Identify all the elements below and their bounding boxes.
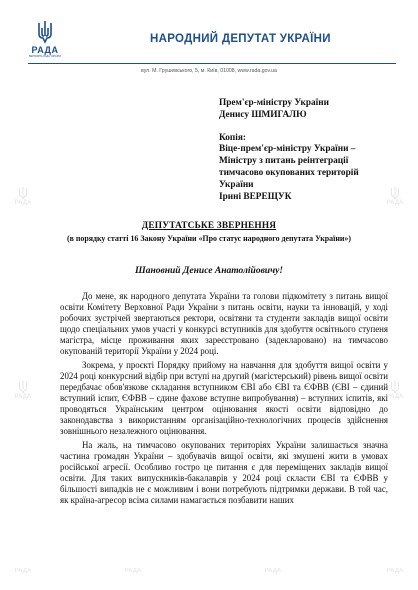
watermark: РАДА	[14, 568, 32, 574]
addressee-block	[219, 98, 399, 203]
copy-line: Міністру з питань реінтеграції	[219, 156, 349, 167]
trident-icon	[37, 20, 53, 44]
copy-line: Віце-прем'єр-міністру України –	[219, 144, 356, 155]
trident-icon	[390, 380, 400, 394]
header-address: вул. М. Грушевського, 5, м. Київ, 01008, www.rada.gov.ua	[141, 68, 277, 74]
logo-text: РАДА	[31, 45, 59, 55]
body-paragraph: До мене, як народного депутата України та голови підкомітету з питань вищої освіти Комітету Верховної Ради України з питань освіти, науки та інновацій, у ході робочих зустрічей звертаються ректори, освітяни та студенти закладів вищої освіти щодо спеціальних умов участі у конкурсі вступників для здобуття освітнього ступеня магістра, місце проживання яких зареєстровано (задекларовано) на тимчасово окупованій території України у 2024 році.	[60, 291, 388, 356]
addressee-line: Прем'єр-міністру України	[219, 98, 329, 108]
logo-subtext: ВЕРХОВНА РАДА УКРАЇНИ	[28, 55, 62, 58]
addressee-name: Денису ШМИГАЛЮ	[219, 109, 307, 120]
copy-line: тимчасово окупованих територій	[219, 167, 359, 178]
document-subtitle: (в порядку статті 16 Закону України «Про статус народного депутата України»)	[66, 234, 351, 243]
greeting: Шановний Денисе Анатолійовичу!	[135, 266, 283, 276]
watermark: РАДА	[10, 380, 36, 401]
copy-line: України	[219, 179, 254, 190]
document-title: ДЕПУТАТСЬКЕ ЗВЕРНЕННЯ	[141, 221, 277, 231]
rada-logo	[28, 20, 62, 58]
trident-icon	[18, 186, 28, 200]
watermark: РАДА	[264, 568, 282, 574]
watermark: РАДА	[386, 568, 404, 574]
body-paragraph: Зокрема, у проєкті Порядку прийому на навчання для здобуття вищої освіти у 2024 році конкурсний відбір при вступі на другий (магістерський) рівень вищої освіти передбачає обов'язкове складання вступником ЄВІ або ЄВІ та ЄФВВ (ЄВІ – єдиний вступний іспит, ЄФВВ – єдине фахове вступне випробування) – вступних іспитів, які проводяться Українським центром оцінювання якості освіти відповідно до законодавства з використанням організаційно-технологічних процесів здійснення зовнішнього незалежного оцінювання.	[60, 360, 388, 436]
watermark: РАДА	[10, 186, 36, 207]
copy-name: Ірині ВЕРЕЩУК	[219, 191, 292, 202]
body-paragraph: На жаль, на тимчасово окупованих територіях України залишається значна частина громадян України – здобувачів вищої освіти, які змушені жити в умовах російської агресії. Особливо гостро це питання є для переміщених закладів вищої освіти. Для таких випускників-бакалаврів у 2024 році скласти ЄВІ та ЄФВВ у більшості випадків не є можливим і вони потребують підтримки держави. В той час, як країна-агресор всіма силами намагається позбавити наших	[60, 440, 388, 505]
header-divider	[28, 63, 396, 64]
copy-label: Копія:	[219, 132, 246, 143]
trident-icon	[18, 380, 28, 394]
document-body	[60, 291, 388, 509]
watermark: РАДА	[124, 568, 142, 574]
header-title: НАРОДНИЙ ДЕПУТАТ УКРАЇНИ	[150, 33, 331, 45]
watermark: РАДА	[382, 186, 408, 207]
watermark: РАДА	[382, 380, 408, 401]
